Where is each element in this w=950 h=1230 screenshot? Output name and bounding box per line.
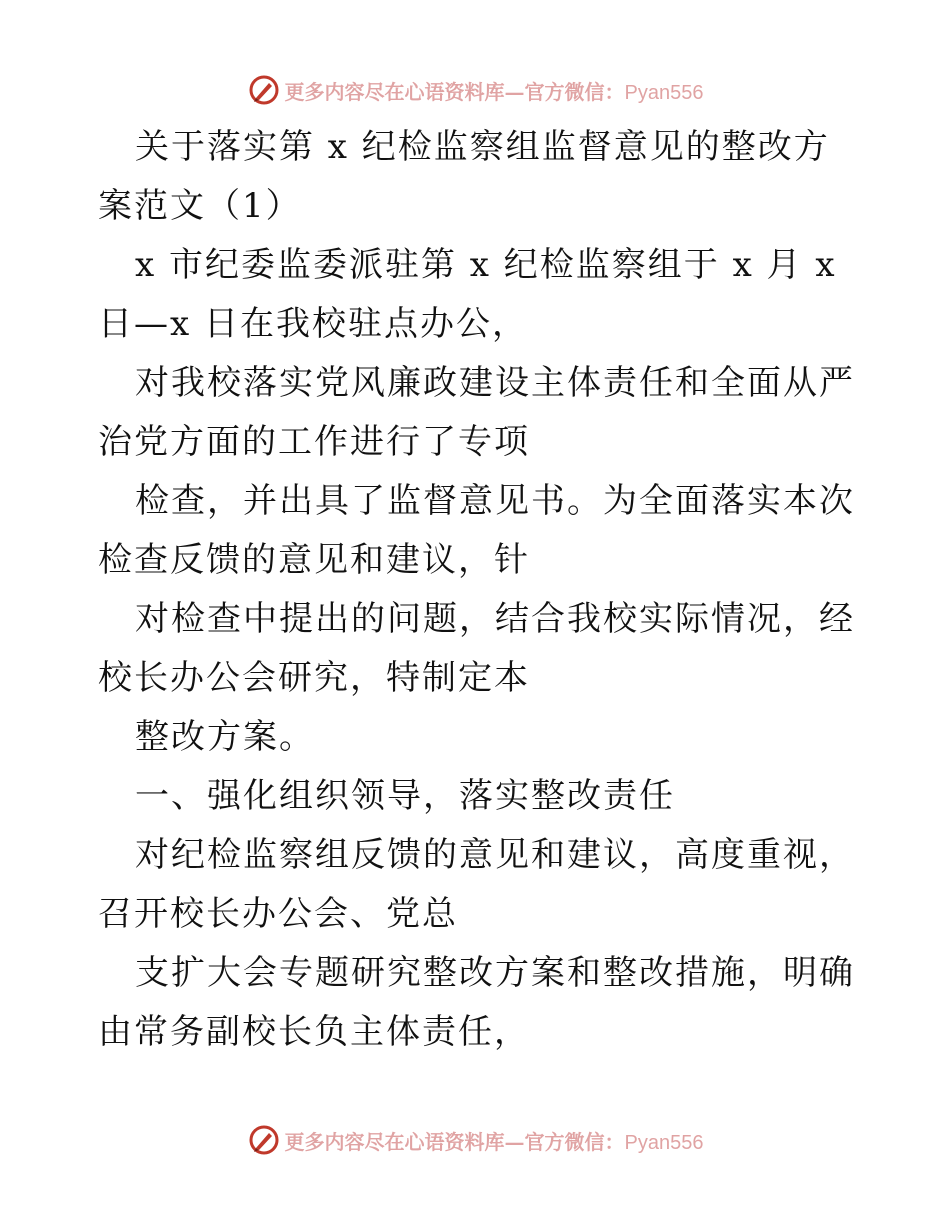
paragraph: 检查，并出具了监督意见书。为全面落实本次检查反馈的意见和建议，针: [98, 481, 855, 580]
banner-label: 更多内容尽在心语资料库—官方微信：: [284, 79, 625, 104]
banner-text: [285, 1126, 704, 1155]
banner-wechat-id: Pyan556: [624, 81, 704, 104]
paragraph: 对我校落实党风廉政建设主体责任和全面从严治党方面的工作进行了专项: [98, 363, 855, 462]
banner-text: [285, 76, 704, 105]
paragraph: 对检查中提出的问题，结合我校实际情况，经校长办公会研究，特制定本: [98, 599, 855, 698]
banner-wechat-id: Pyan556: [624, 1131, 704, 1154]
banner-label: 更多内容尽在心语资料库—官方微信：: [284, 1129, 625, 1154]
footer-banner: [0, 1120, 950, 1160]
section-heading: 一、强化组织领导，落实整改责任: [135, 776, 675, 816]
header-banner: [0, 70, 950, 110]
document-body: [98, 118, 858, 1062]
document-title: 关于落实第 x 纪检监察组监督意见的整改方案范文（1）: [98, 127, 830, 226]
pen-logo-icon: [247, 73, 281, 107]
paragraph: x 市纪委监委派驻第 x 纪检监察组于 x 月 x 日—x 日在我校驻点办公，: [98, 245, 837, 344]
paragraph: 支扩大会专题研究整改方案和整改措施，明确由常务副校长负主体责任，: [98, 953, 855, 1052]
pen-logo-icon: [247, 1123, 281, 1157]
paragraph: 整改方案。: [135, 717, 315, 757]
paragraph: 对纪检监察组反馈的意见和建议，高度重视，召开校长办公会、党总: [98, 835, 855, 934]
